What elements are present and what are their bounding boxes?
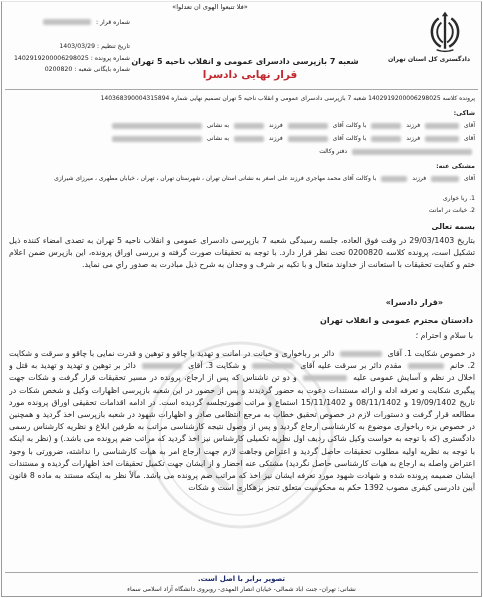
redacted-text <box>288 123 328 129</box>
redacted-text <box>340 351 382 357</box>
org-name: دادگستری کل استان تهران <box>388 56 470 63</box>
redacted-text <box>352 149 472 155</box>
redacted-text <box>234 136 264 142</box>
order-no-label: شماره قرار : <box>96 19 130 26</box>
charge-item: 2. خیانت در امانت <box>428 207 475 214</box>
meta-order-no <box>6 19 130 26</box>
redacted-text <box>112 136 202 142</box>
redacted-text <box>234 123 264 129</box>
redacted-text <box>112 123 202 129</box>
iran-emblem-icon <box>424 10 466 54</box>
date-value: 1403/03/29 <box>59 43 96 50</box>
plaintiff-text: به نشانی <box>206 135 230 142</box>
intro-paragraph: بتاریخ 29/03/1403 در وقت فوق العاده، جلسه رسیدگی شعبه 7 بازپرسی دادسرای عمومی و انقلاب ناحیه 5 تهران به تصدی امضاء کننده ذیل تشکیل است، پرونده کلاسه 0200820 تحت نظر قرار دارد. با توجه به تحقیقات صورت گرفته و بررسی اوراق پرونده، این بازپرس ضمن اعلام ختم و کفایت تحقیقات با استعانت از خداوند متعال و با تکیه بر شرف و وجدان به شرح ذیل مبادرت به صدور راي می نماید. <box>9 236 475 270</box>
paragraph-segment: دائر بر توهین و تهدید و تهدید به قتل و اخلال در نظم و آسایش عمومی علیه <box>9 361 475 383</box>
defendant-text: با وکالت آقای محمد مهاجری فرزند علی اصغر به نشانی استان تهران ، شهرستان تهران ، تهران ، خیابان مطهری ، میرزای شیرازی <box>54 175 377 182</box>
redacted-text <box>371 136 401 142</box>
date-label: تاریخ تنظیم : <box>97 43 130 50</box>
plaintiff-line <box>5 135 475 142</box>
defendant-text: فرزند <box>412 175 427 182</box>
archive-no-label: شماره بایگانی شعبه : <box>74 66 130 73</box>
paragraph-segment: و شکایت 3. آقای <box>188 361 247 371</box>
plaintiff-text: به نشانی <box>206 122 230 129</box>
redacted-text <box>431 176 459 182</box>
meta-archive-no <box>6 66 130 73</box>
redacted-text <box>381 176 407 182</box>
plaintiff-text: فرزند <box>406 135 421 142</box>
divider <box>5 572 478 573</box>
plaintiff-text: آقای <box>463 135 475 142</box>
redacted-text <box>371 123 401 129</box>
redacted-text <box>303 375 347 381</box>
paragraph-segment: مقدم دائر بر سرقت علیه آقای <box>300 361 402 371</box>
branch-title: شعبه 7 بازپرسی دادسرای عمومی و انقلاب ناحیه 5 تهران <box>131 57 359 66</box>
archive-no-value: 0200820 <box>44 66 73 73</box>
redacted-text <box>43 19 91 25</box>
main-paragraph <box>9 348 475 570</box>
divider <box>5 89 478 90</box>
plaintiff-label: شاکی: <box>453 109 475 117</box>
defendant-text: آقای <box>463 175 475 182</box>
redacted-text <box>142 363 182 369</box>
decision-heading: «قرار دادسرا» <box>385 298 443 307</box>
plaintiff-text: فرزند <box>268 135 283 142</box>
redacted-text <box>252 363 294 369</box>
paragraph-segment: و دو تن ناشناس که پس از ارجاع، پرونده در مسیر تحقیقات قرار گرفت و شکات جهت پیگیری شکایت و تعرفه ادله و ارائه مستندات دعوت به حضور گردیدند و پس از حضور در این شعبه بازپرسی اظهارات وکیل و شخص شکات در تاریخ 19/09/1402 و 08/11/1402 و 15/11/1402 استماع و مراتب صورتجلسه گردیده است. در ادامه اقدامات تحقیقی اوراق پرونده مورد مطالعه قرار گرفت و دستورات لازم در خصوص تحقیق خطاب به مرجع انتظامی صادر و اظهارات شهود در شعبه بازپرسی اخذ گردید و همچنین در خصوص بزه رباخواری موضوع به کارشناسی ارجاع گردید و پس از وصول نتیجه کارشناسی مراتب به طرفین ابلاغ و نظریه کارشناس رسمی دادگستری (که با توجه به خواست وکیل شاکی ردیف اول نظریه تکمیلی کارشناس نیز اخذ گردید که مراتب ضم پرونده می باشد.) و (نظر به اینکه با توجه به نظریه اولیه مطلوب تحقیقات حاصل گردید و اعتراض وجاهت لازم جهت ارجاع امر به هیات کارشناسی را نداشته، ضرورتی با وجود اعتراض واصله به ارجاع به هیات کارشناسی حاصل نگردید) مشتکی عنه احضار و از ایشان جهت تکمیل تحقیقات اخذ اظهارات گردیده و مستندات ایشان ضمیمه پرونده شده و شهادت شهود مورد تعرفه ایشان نیز اخذ که مراتب ضم پرونده می باشد. مآلاً نظر به اینکه مستند به ماده 8 قانون آیین دادرسی کیفری مصوب 1392 حکم به محکومیت متعلق تنجز بزهکاری است و شکات <box>9 373 475 493</box>
defendant-line <box>5 175 475 182</box>
plaintiff-line <box>5 122 475 129</box>
case-line: پرونده کلاسه 1402919200006298025 شعبه 7 بازپرسی دادسرای عمومی و انقلاب ناحیه 5 تهران تصمیم نهایی شماره 140368390004315894 <box>100 95 475 102</box>
certified-copy-note: تصویر برابر با اصل است. <box>197 575 286 583</box>
paragraph-segment: در خصوص شکایت 1. آقای <box>387 349 475 358</box>
redacted-text <box>288 136 328 142</box>
plaintiff-text: فرزند <box>406 122 421 129</box>
basmala: بسمه تعالی <box>431 222 475 231</box>
redacted-text <box>408 363 444 369</box>
greeting: با سلام و احترام ؛ <box>415 331 473 340</box>
motto: «فلا تتبعوا الهوی ان تعدلوا» <box>172 3 248 11</box>
case-no-label: شماره پرونده : <box>90 55 130 62</box>
meta-date <box>6 43 130 50</box>
defendant-label: مشتکی عنه: <box>436 162 475 170</box>
plaintiff-text: آقای <box>463 122 475 129</box>
redacted-text <box>425 136 459 142</box>
paragraph-segment: دائر بر رباخواری و خیانت در امانت و تهدید با چاقو و توهین و قدرت نمایی با چاقو و سرقت و شکایت 2. خانم <box>9 349 475 371</box>
case-no-value: 1402919200006298025 <box>14 55 89 62</box>
plaintiff-line <box>5 148 475 155</box>
addressee: دادستان محترم عمومی و انقلاب تهران <box>320 316 473 325</box>
plaintiff-text: فرزند <box>268 122 283 129</box>
redacted-text <box>425 123 459 129</box>
plaintiff-text: با وکالت آقای <box>332 135 367 142</box>
document-title: قرار نهایی دادسرا <box>202 69 298 81</box>
plaintiff-text: دفتر وکالت <box>319 148 348 155</box>
charge-item: 1. ربا خواری <box>442 195 475 202</box>
footer-address: نشانی: تهران- جنت اباد شمالی- خیابان انصار المهدی- روبروی دانشگاه آزاد اسلامی سماء <box>127 586 356 593</box>
plaintiff-text: با وکالت آقای <box>332 122 367 129</box>
